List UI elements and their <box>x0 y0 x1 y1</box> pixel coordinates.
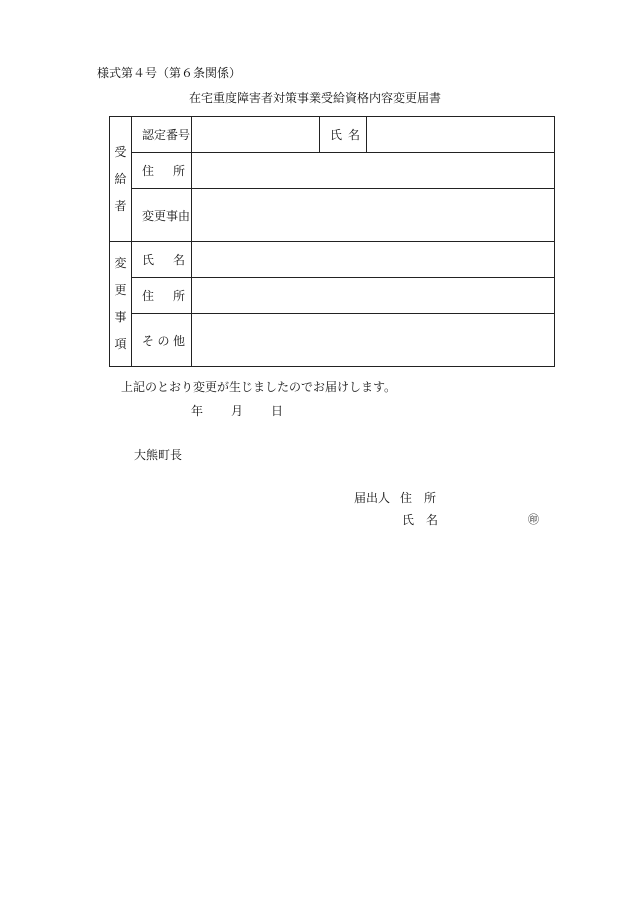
other-field[interactable] <box>192 314 555 367</box>
cert-number-label: 認定番号 <box>132 117 192 153</box>
cert-number-field[interactable] <box>192 117 320 153</box>
date-year: 年 <box>191 404 204 418</box>
changed-name-label: 氏 名 <box>132 242 192 278</box>
applicant-address-line: 届出人 住 所 <box>354 491 437 505</box>
recipient-address-field[interactable] <box>192 153 555 189</box>
applicant-label: 届出人 <box>354 491 391 505</box>
applicant-name-line: 氏 名 <box>402 513 439 527</box>
other-label: そ の 他 <box>132 314 192 367</box>
date-line <box>191 402 311 419</box>
changed-name-field[interactable] <box>192 242 555 278</box>
date-month: 月 <box>231 404 244 418</box>
recipient-name-field[interactable] <box>367 117 555 153</box>
change-reason-label: 変更事由 <box>132 189 192 242</box>
recipient-address-label: 住 所 <box>132 153 192 189</box>
recipient-name-label: 氏 名 <box>320 117 367 153</box>
recipient-group-label: 受 給 者 <box>110 117 132 242</box>
date-day: 日 <box>271 404 284 418</box>
change-reason-field[interactable] <box>192 189 555 242</box>
mayor-addressee: 大熊町長 <box>134 448 183 462</box>
changes-group-label: 変 更 事 項 <box>110 242 132 367</box>
application-form-table <box>109 116 555 367</box>
declaration-text: 上記のとおり変更が生じましたのでお届けします。 <box>121 380 397 394</box>
changed-address-field[interactable] <box>192 278 555 314</box>
form-number: 様式第４号（第６条関係） <box>97 66 242 80</box>
changed-address-label: 住 所 <box>132 278 192 314</box>
seal-mark: ㊞ <box>528 513 539 526</box>
document-title: 在宅重度障害者対策事業受給資格内容変更届書 <box>188 91 441 105</box>
